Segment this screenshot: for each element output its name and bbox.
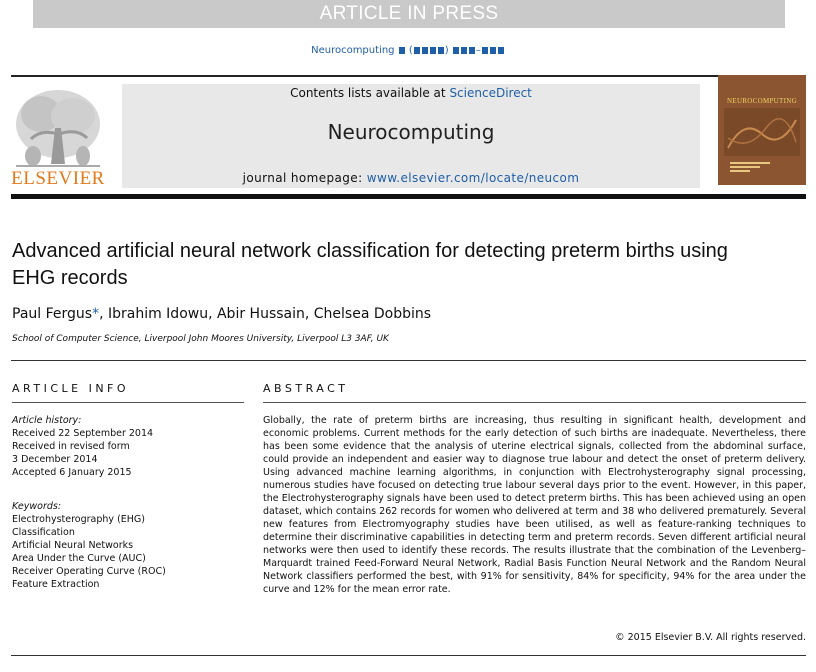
citation-square-icon <box>482 47 488 54</box>
citation-square-icon <box>399 47 405 54</box>
copyright-notice: © 2015 Elsevier B.V. All rights reserved. <box>615 632 806 643</box>
history-label: Article history: <box>12 415 82 426</box>
history-item: Received in revised form <box>12 441 130 452</box>
citation-journal[interactable]: Neurocomputing <box>311 45 395 56</box>
affiliation: School of Computer Science, Liverpool John Moores University, Liverpool L3 3AF, UK <box>12 334 389 344</box>
author-first[interactable]: Paul Fergus <box>12 306 93 322</box>
citation-square-icon <box>430 47 436 54</box>
sciencedirect-link[interactable]: ScienceDirect <box>449 86 532 100</box>
history-item: Received 22 September 2014 <box>12 428 154 439</box>
citation-square-icon <box>438 47 444 54</box>
article-history <box>12 414 153 479</box>
article-title: Advanced artificial neural network classification for detecting preterm births using EHG records <box>12 240 728 289</box>
contents-prefix: Contents lists available at <box>290 86 450 100</box>
citation-square-icon <box>490 47 496 54</box>
citation-square-icon <box>453 47 459 54</box>
citation-square-icon <box>498 47 504 54</box>
cover-art-icon <box>724 108 800 156</box>
keyword-item: Artificial Neural Networks <box>12 540 134 551</box>
keywords-label: Keywords: <box>12 501 62 512</box>
author-others[interactable]: , Ibrahim Idowu, Abir Hussain, Chelsea Dobbins <box>99 306 432 322</box>
citation-square-icon <box>461 47 467 54</box>
article-info-rule <box>12 402 244 403</box>
citation-square-icon <box>414 47 420 54</box>
abstract-heading: ABSTRACT <box>263 382 349 395</box>
homepage-prefix: journal homepage: <box>242 171 367 185</box>
journal-name: Neurocomputing <box>327 120 495 144</box>
corresponding-author-mark[interactable]: * <box>92 306 100 322</box>
citation-square-icon <box>469 47 475 54</box>
abstract-rule <box>263 402 806 403</box>
cover-title: NEUROCOMPUTING <box>727 97 797 105</box>
section-rule <box>11 360 806 361</box>
article-in-press-banner: ARTICLE IN PRESS <box>33 0 785 28</box>
article-info-heading: ARTICLE INFO <box>12 382 130 395</box>
cover-subtitle-lines <box>730 162 800 172</box>
homepage-line <box>122 171 700 185</box>
elsevier-wordmark: ELSEVIER <box>11 168 105 189</box>
author-list <box>12 306 431 322</box>
history-item: 3 December 2014 <box>12 454 98 465</box>
history-item: Accepted 6 January 2015 <box>12 467 132 478</box>
header-bottom-rule <box>11 194 806 199</box>
contents-line <box>122 86 700 100</box>
citation-square-icon <box>422 47 428 54</box>
keyword-item: Electrohysterography (EHG) <box>12 514 145 525</box>
citation-line[interactable]: Neurocomputing ( ) – <box>0 45 816 56</box>
keywords-list <box>12 500 166 591</box>
keyword-item: Receiver Operating Curve (ROC) <box>12 566 166 577</box>
header-top-rule <box>11 75 806 77</box>
abstract-body: Globally, the rate of preterm births are increasing, thus resulting in significant health, development and economic problems. Current methods for the early detection of such births are inadequate. Nevertheless, there has been some evidence that the analysis of uterine electrical signals, collected from the abdominal surface, could provide an independent and easier way to diagnose true labour and detect the onset of preterm delivery. Using advanced machine learning algorithms, in conjunction with Electrohysterography signal processing, numerous studies have focused on detecting true labour several days prior to the event. However, in this paper, the Electrohysterography signals have been used to detect preterm births. This has been achieved using an open dataset, which contains 262 records for women who delivered at term and 38 who delivered prematurely. Several new features from Electromyography studies have been utilised, as well as feature-ranking techniques to determine their discriminative capabilities in detecting term and preterm records. Seven different artificial neural networks were then used to identify these records. The results illustrate that the combination of the Levenberg–Marquardt trained Feed-Forward Neural Network, Radial Basis Function Neural Network and the Random Neural Network classifiers performed the best, with 91% for sensitivity, 84% for specificity, 94% for the area under the curve and 12% for the mean error rate. <box>263 415 806 595</box>
keyword-item: Feature Extraction <box>12 579 100 590</box>
keyword-item: Classification <box>12 527 75 538</box>
abstract-bottom-rule <box>11 655 806 656</box>
homepage-link[interactable]: www.elsevier.com/locate/neucom <box>366 171 580 185</box>
keyword-item: Area Under the Curve (AUC) <box>12 553 146 564</box>
